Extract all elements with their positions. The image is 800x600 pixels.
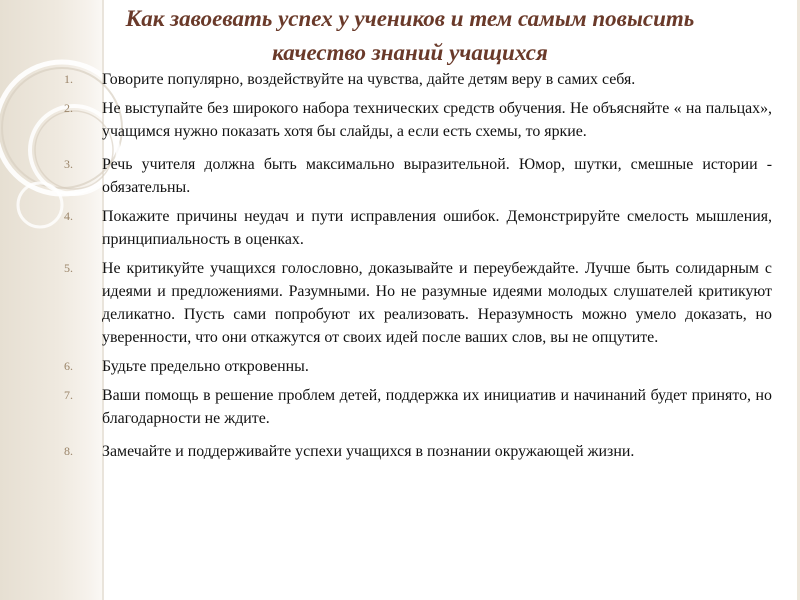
- item-number: 7.: [64, 388, 73, 402]
- item-number: 4.: [64, 209, 73, 223]
- title-line-2: качество знаний учащихся: [272, 40, 548, 65]
- slide-title: [60, 2, 760, 70]
- item-text: Речь учителя должна быть максимально выразительной. Юмор, шутки, смешные истории - обязательны.: [102, 156, 772, 196]
- item-text: Не критикуйте учащихся голословно, доказывайте и переубеждайте. Лучше быть солидарным с идеями и предложениями. Разумными. Но не разумные идеями молодых слушателей критикуют деликатно. Пусть сами попробуют их реализовать. Неразумность можно умело доказать, но уверенности, что они откажутся от своих идей после ваших слов, вы не опцутите.: [102, 260, 772, 346]
- list-item: [56, 153, 772, 199]
- item-number: 3.: [64, 157, 73, 171]
- item-text: Будьте предельно откровенны.: [102, 358, 309, 375]
- list-item: [56, 440, 772, 463]
- item-number: 5.: [64, 261, 73, 275]
- item-number: 2.: [64, 101, 73, 115]
- item-text: Замечайте и поддерживайте успехи учащихся в познании окружающей жизни.: [102, 443, 635, 460]
- list-item: [56, 68, 772, 91]
- title-line-1: Как завоевать успех у учеников и тем самым повысить: [125, 6, 695, 31]
- list-item: [56, 257, 772, 349]
- list-item: [56, 205, 772, 251]
- item-text: Покажите причины неудач и пути исправления ошибок. Демонстрируйте смелость мышления, принципиальность в оценках.: [102, 208, 772, 248]
- list-item: [56, 384, 772, 430]
- item-text: Не выступайте без широкого набора технических средств обучения. Не объясняйте « на пальцах», учащимся нужно показать хотя бы слайды, а если есть схемы, то яркие.: [102, 100, 772, 140]
- item-number: 1.: [64, 72, 73, 86]
- list-item: [56, 355, 772, 378]
- list-item: [56, 97, 772, 143]
- item-text: Ваши помощь в решение проблем детей, поддержка их инициатив и начинаний будет принято, но благодарности не ждите.: [102, 387, 772, 427]
- item-number: 8.: [64, 444, 73, 458]
- item-text: Говорите популярно, воздействуйте на чувства, дайте детям веру в самих себя.: [102, 71, 636, 88]
- tips-list: [56, 68, 772, 469]
- item-number: 6.: [64, 359, 73, 373]
